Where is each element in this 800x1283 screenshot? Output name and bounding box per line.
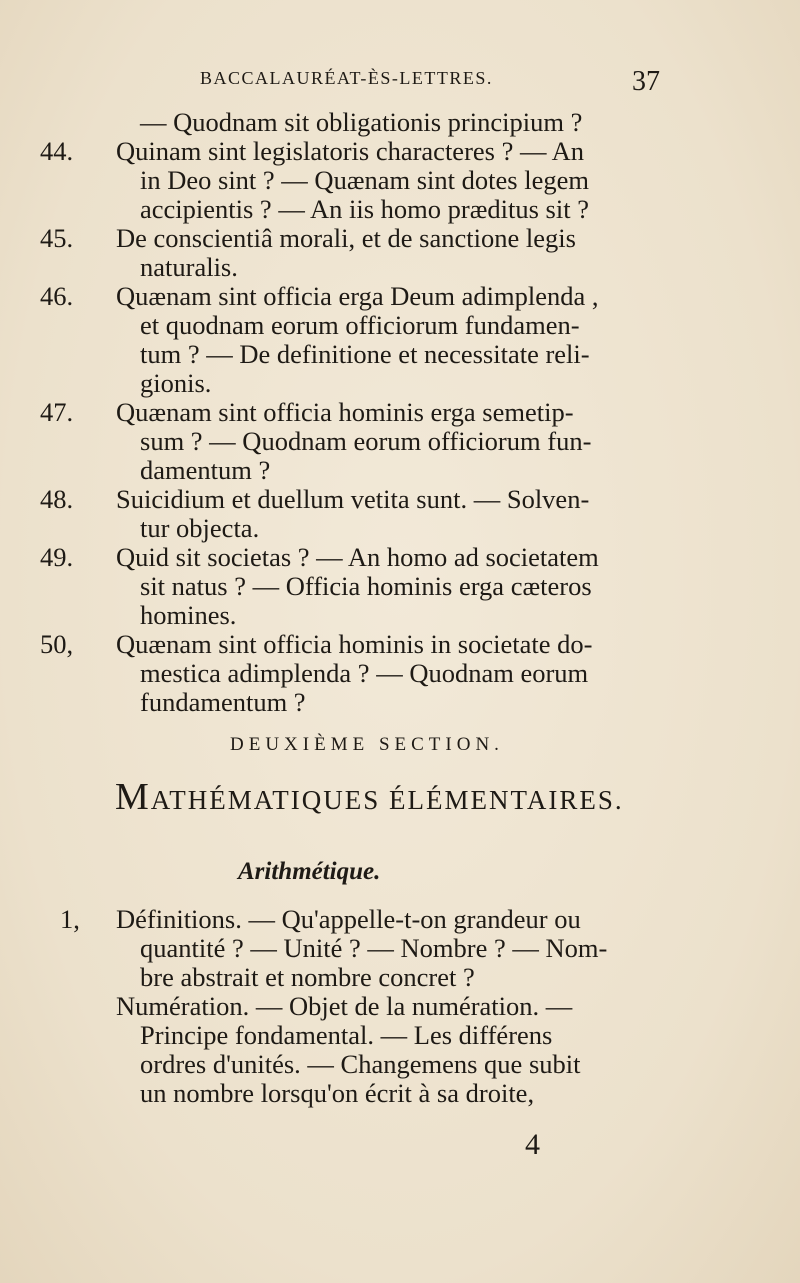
- entry-line: accipientis ? — An iis homo præditus sit ?: [140, 194, 589, 224]
- question-entry: [40, 224, 680, 282]
- entry-number: 46.: [40, 281, 74, 311]
- entry-line: sit natus ? — Officia hominis erga cæteros: [140, 571, 592, 601]
- entry-line: tur objecta.: [140, 513, 260, 543]
- entry-line: gionis.: [140, 368, 212, 398]
- question-entry: [40, 137, 680, 224]
- entry-number: 45.: [40, 223, 74, 253]
- page-number: 37: [632, 66, 660, 97]
- entry-number: 50,: [40, 629, 74, 659]
- entry-line: un nombre lorsqu'on écrit à sa droite,: [140, 1078, 535, 1108]
- entry-line: fundamentum ?: [140, 687, 306, 717]
- entry-line: Définitions. — Qu'appelle-t-on grandeur ou: [116, 904, 581, 934]
- entry-line: mestica adimplenda ? — Quodnam eorum: [140, 658, 589, 688]
- entry-line: et quodnam eorum officiorum fundamen-: [140, 310, 580, 340]
- subject-initial: M: [115, 776, 151, 818]
- entry-line: Numération. — Objet de la numération. —: [116, 991, 573, 1021]
- entry-line: quantité ? — Unité ? — Nombre ? — Nom-: [140, 933, 608, 963]
- entry-line: naturalis.: [140, 252, 238, 282]
- question-entry: [40, 282, 680, 398]
- entry-line: Quænam sint officia erga Deum adimplenda ,: [116, 281, 599, 311]
- question-entry: [40, 398, 680, 485]
- entry-line: damentum ?: [140, 455, 271, 485]
- entry-line: Quænam sint officia hominis erga semetip-: [116, 397, 574, 427]
- entry-line: tum ? — De definitione et necessitate reli-: [140, 339, 590, 369]
- entry-line: — Quodnam sit obligationis principium ?: [140, 107, 583, 137]
- question-entry: [40, 905, 680, 992]
- entry-line: Quinam sint legislatoris characteres ? — An: [116, 136, 585, 166]
- signature-mark: 4: [525, 1128, 540, 1161]
- entry-line: homines.: [140, 600, 237, 630]
- entry-line: in Deo sint ? — Quænam sint dotes legem: [140, 165, 589, 195]
- entry-line: ordres d'unités. — Changemens que subit: [140, 1049, 581, 1079]
- entry-line: Principe fondamental. — Les différens: [140, 1020, 553, 1050]
- entry-line: Quænam sint officia hominis in societate do-: [116, 629, 593, 659]
- running-head: BACCALAURÉAT-ÈS-LETTRES.: [200, 68, 493, 88]
- subsection-title: Arithmétique.: [238, 858, 381, 885]
- entry-line: Quid sit societas ? — An homo ad societatem: [116, 542, 599, 572]
- question-entry: [40, 108, 680, 137]
- question-entry: [40, 630, 680, 717]
- entry-line: sum ? — Quodnam eorum officiorum fun-: [140, 426, 592, 456]
- question-entry: [40, 485, 680, 543]
- entry-number: 48.: [40, 484, 74, 514]
- entry-number: 44.: [40, 136, 74, 166]
- entry-line: De conscientiâ morali, et de sanctione legis: [116, 223, 576, 253]
- question-entry: [40, 543, 680, 630]
- entry-line: bre abstrait et nombre concret ?: [140, 962, 475, 992]
- subject-title: [115, 775, 624, 819]
- entry-number: 49.: [40, 542, 74, 572]
- entry-line: Suicidium et duellum vetita sunt. — Solven-: [116, 484, 590, 514]
- entry-number: 1,: [60, 904, 80, 934]
- entry-number: 47.: [40, 397, 74, 427]
- section-title: DEUXIÈME SECTION.: [230, 734, 504, 755]
- question-entry: [40, 992, 680, 1108]
- subject-rest: ATHÉMATIQUES ÉLÉMENTAIRES.: [150, 785, 624, 815]
